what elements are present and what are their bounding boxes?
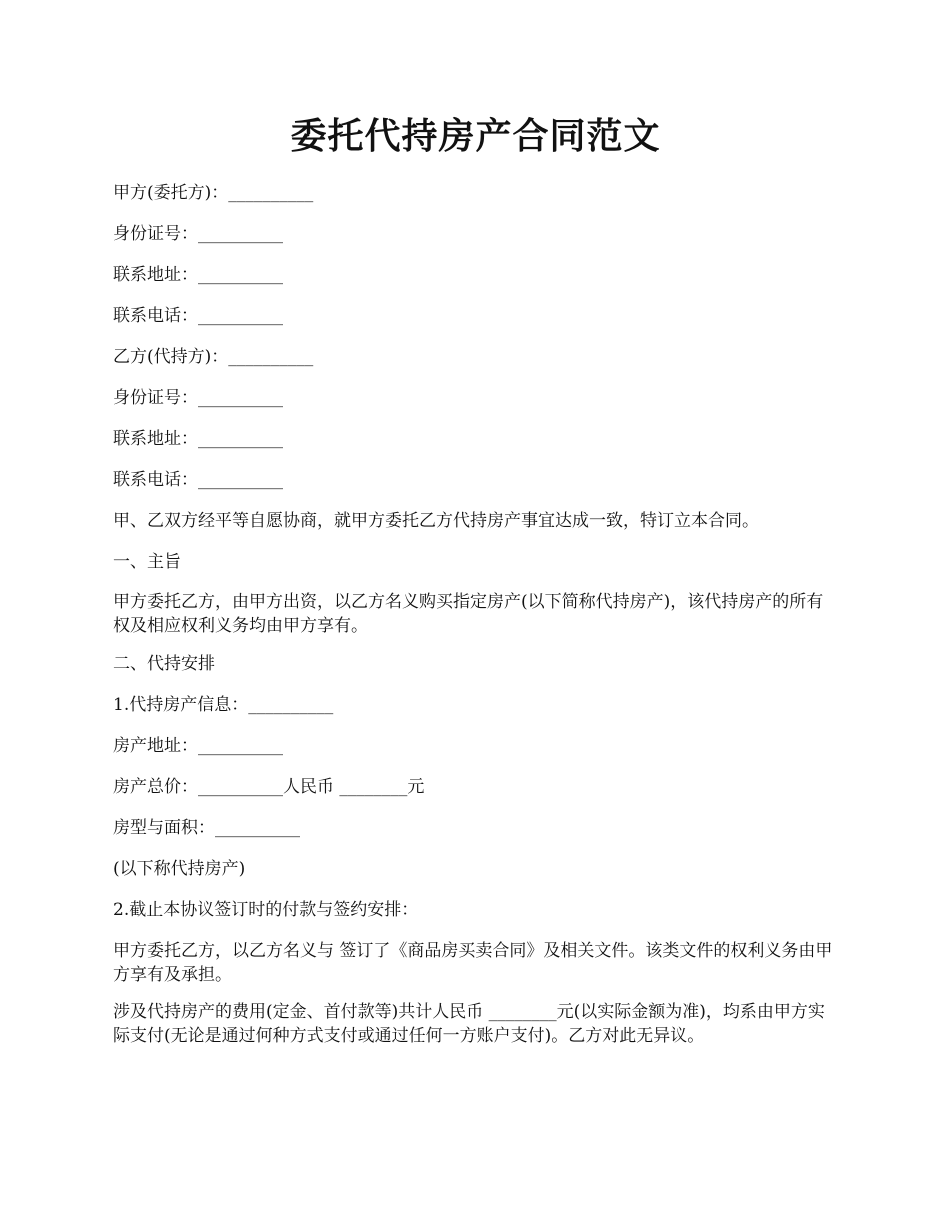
party-b-address-field: 联系地址：__________ [113,429,283,449]
body-paragraph: 甲方委托乙方，以乙方名义与 签订了《商品房买卖合同》及相关文件。该类文件的权利义务由甲方享有及承担。 [113,941,833,985]
party-b-id-field: 身份证号：__________ [113,388,283,408]
party-a-field: 甲方(委托方)：__________ [113,183,314,203]
property-price-field: 房产总价：__________人民币 ________元 [113,777,425,797]
party-a-address-field: 联系地址：__________ [113,265,283,285]
party-b-field: 乙方(代持方)：__________ [113,347,314,367]
section-heading: 二、代持安排 [113,654,215,674]
property-info-field: 1.代持房产信息：__________ [113,695,334,715]
body-paragraph: 涉及代持房产的费用(定金、首付款等)共计人民币 ________元(以实际金额为准)，均系由甲方实际支付(无论是通过何种方式支付或通过任何一方账户支付)。乙方对此无异议。 [113,1002,825,1046]
property-alias-note: (以下称代持房产) [113,859,246,879]
party-a-id-field: 身份证号：__________ [113,224,283,244]
property-address-field: 房产地址：__________ [113,736,283,756]
section-heading: 一、主旨 [113,552,181,572]
clause-heading: 2.截止本协议签订时的付款与签约安排： [113,900,419,920]
party-a-phone-field: 联系电话：__________ [113,306,283,326]
document-title: 委托代持房产合同范文 [290,115,661,157]
party-b-phone-field: 联系电话：__________ [113,470,283,490]
body-paragraph: 甲方委托乙方，由甲方出资，以乙方名义购买指定房产(以下简称代持房产)，该代持房产的所有权及相应权利义务均由甲方享有。 [113,592,824,636]
property-type-area-field: 房型与面积：__________ [113,818,300,838]
preamble-paragraph: 甲、乙双方经平等自愿协商，就甲方委托乙方代持房产事宜达成一致，特订立本合同。 [113,511,759,531]
